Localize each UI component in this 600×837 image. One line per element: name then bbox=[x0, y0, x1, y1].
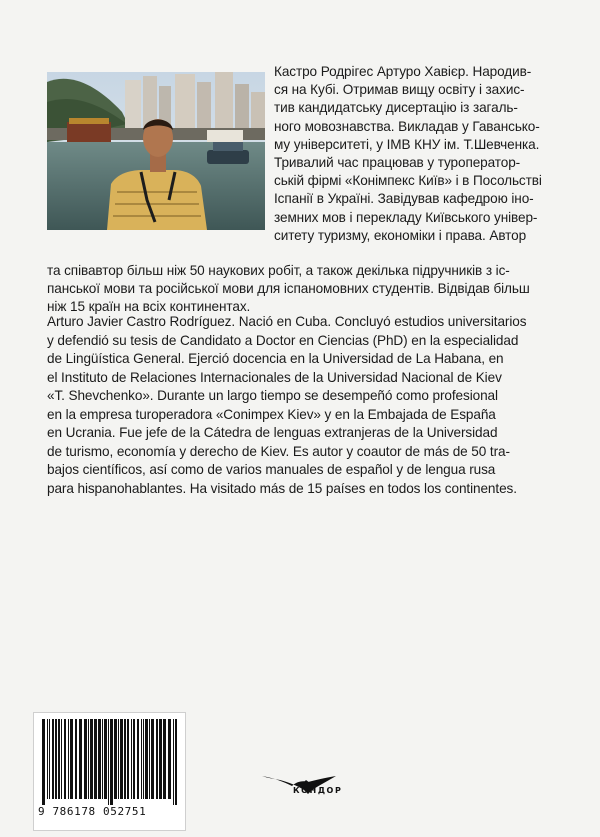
barcode-bar bbox=[102, 719, 103, 799]
barcode-bar bbox=[52, 719, 54, 799]
bio-line: Іспанії в Україні. Завідував кафедрою іно- bbox=[274, 191, 534, 207]
barcode-bar bbox=[159, 719, 162, 799]
barcode-bar bbox=[61, 719, 62, 799]
bio-line: земних мов і перекладу Київського універ- bbox=[274, 209, 538, 225]
barcode-bar bbox=[47, 719, 48, 799]
bio-line: de turismo, economía y derecho de Kiev. Es autor y coautor de más de 50 tra- bbox=[47, 443, 510, 459]
barcode-bar bbox=[145, 719, 148, 799]
bio-line: en Ucrania. Fue jefe de la Cátedra de lenguas extranjeras de la Universidad bbox=[47, 425, 498, 440]
bio-line: тив кандидатську дисертацію із загаль- bbox=[274, 100, 518, 116]
barcode-bar bbox=[131, 719, 132, 799]
barcode-bar bbox=[141, 719, 142, 799]
bio-ukrainian-bottom bbox=[47, 262, 567, 317]
barcode-bar bbox=[98, 719, 101, 799]
bio-line: ській фірмі «Конімпекс Київ» і в Посольстві bbox=[274, 173, 542, 189]
barcode-bar bbox=[168, 719, 171, 799]
barcode-bar bbox=[108, 719, 109, 805]
barcode-bar bbox=[120, 719, 123, 799]
bio-line: bajos científicos, así como de varios manuales de español y de lengua rusa bbox=[47, 462, 496, 477]
barcode-bar bbox=[143, 719, 144, 799]
barcode-bar bbox=[124, 719, 126, 799]
barcode-bar bbox=[79, 719, 82, 799]
barcode-bar bbox=[137, 719, 139, 799]
condor-bird-icon bbox=[262, 770, 362, 800]
barcode-bar bbox=[70, 719, 73, 799]
barcode-bar bbox=[49, 719, 50, 799]
barcode-bar bbox=[133, 719, 135, 799]
publisher-logo bbox=[262, 770, 362, 800]
bio-line: та співавтор більш ніж 50 наукових робіт, а також декілька підручників з іс- bbox=[47, 263, 510, 278]
barcode-bar bbox=[163, 719, 166, 799]
barcode-bar bbox=[114, 719, 117, 799]
barcode-bar bbox=[110, 719, 113, 805]
bio-line: para hispanohablantes. Ha visitado más de 15 países en todos los continentes. bbox=[47, 480, 517, 496]
bio-line: Arturo Javier Castro Rodríguez. Nació en Cuba. Concluyó estudios universitarios bbox=[47, 314, 527, 329]
bio-line: Тривалий час працював у туроператор- bbox=[274, 155, 521, 171]
barcode-bar bbox=[84, 719, 87, 799]
author-photo-image bbox=[47, 72, 265, 230]
barcode-bar bbox=[175, 719, 177, 805]
barcode-bar bbox=[173, 719, 174, 805]
barcode-bar bbox=[55, 719, 57, 799]
bio-line: y defendió su tesis de Candidato a Doctor en Ciencias (PhD) en la especialidad bbox=[47, 332, 519, 348]
bio-line: ся на Кубі. Отримав вищу освіту і захис- bbox=[274, 82, 525, 98]
barcode-bars bbox=[34, 713, 185, 805]
barcode-bar bbox=[90, 719, 93, 799]
publisher-name: КОНДОР bbox=[293, 786, 343, 795]
barcode-bar bbox=[68, 719, 69, 799]
bio-line: му університеті, у ІМВ КНУ ім. Т.Шевченка. bbox=[274, 136, 540, 152]
bio-spanish bbox=[47, 313, 567, 498]
bio-line: ніж 15 країн на всіх континентах. bbox=[47, 299, 251, 315]
barcode-bar bbox=[104, 719, 107, 799]
barcode-bar bbox=[149, 719, 150, 799]
barcode-bar bbox=[58, 719, 60, 799]
barcode-bar bbox=[127, 719, 129, 799]
barcode-bar bbox=[118, 719, 119, 799]
barcode-bar bbox=[151, 719, 154, 799]
bio-line: ситету туризму, економіки і права. Автор bbox=[274, 227, 527, 243]
bio-line: ного мовознавства. Викладав у Гавансько- bbox=[274, 118, 540, 134]
barcode-bar bbox=[64, 719, 66, 799]
bio-line: «T. Shevchenko». Durante un largo tiempo se desempeñó como profesional bbox=[47, 388, 498, 403]
bio-line: en la empresa turoperadora «Conimpex Kiev» y en la Embajada de España bbox=[47, 406, 496, 422]
barcode-number: 9 786178 052751 bbox=[38, 805, 147, 818]
barcode-bar bbox=[94, 719, 97, 799]
barcode-bar bbox=[88, 719, 89, 799]
isbn-barcode bbox=[33, 712, 186, 831]
author-photo bbox=[47, 72, 265, 230]
barcode-bar bbox=[75, 719, 77, 799]
bio-line: el Instituto de Relaciones Internacionales de la Universidad Nacional de Kiev bbox=[47, 369, 502, 385]
barcode-bar bbox=[156, 719, 158, 799]
bio-line: Кастро Родрігес Артуро Хавієр. Народив- bbox=[274, 64, 532, 79]
bio-ukrainian-top bbox=[274, 63, 564, 245]
bio-line: de Lingüística General. Ejerció docencia en la Universidad de La Habana, en bbox=[47, 351, 504, 366]
bio-line: панської мови та російської мови для іспаномовних студентів. Відвідав більш bbox=[47, 281, 530, 297]
barcode-bar bbox=[42, 719, 45, 805]
